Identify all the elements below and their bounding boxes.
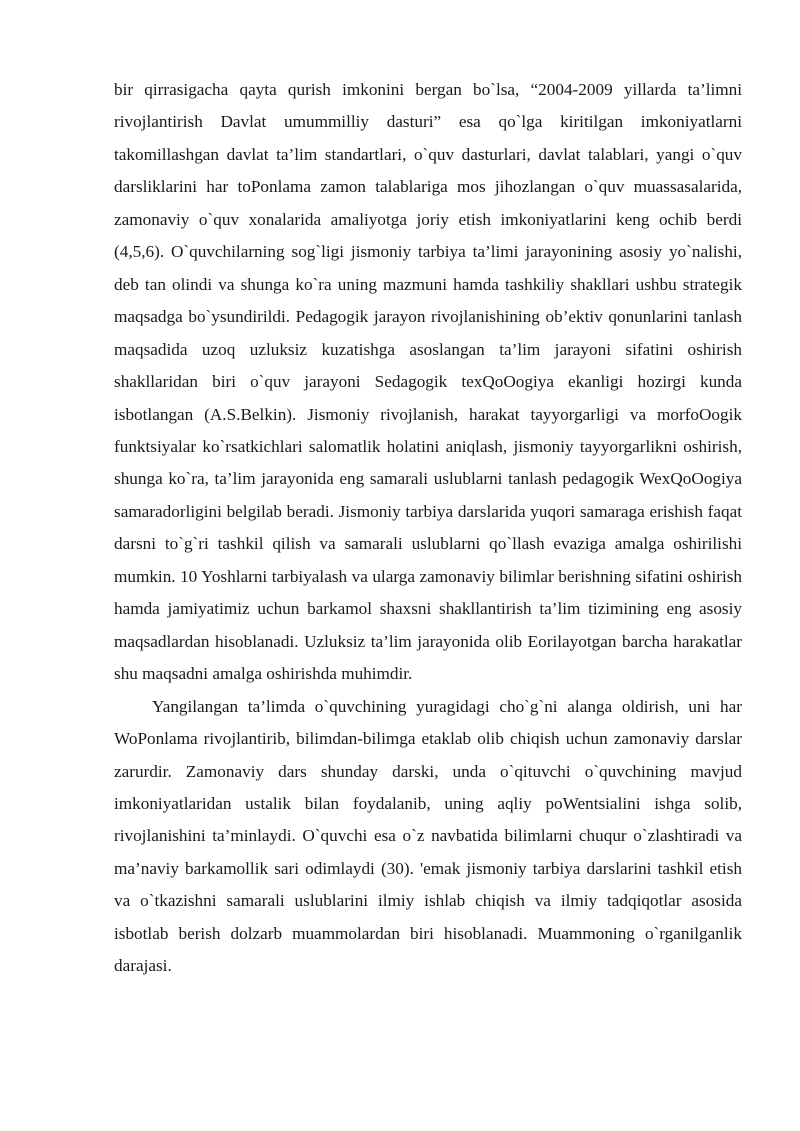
- paragraph-1: bir qirrasigacha qayta qurish imkonini bergan bo`lsa, “2004-2009 yillarda ta’limni rivojlantirish Davlat umummilliy dasturi” esa qo`lga kiritilgan imkoniyatlarni takomillashgan davlat ta’lim standartlari, o`quv dasturlari, davlat talablari, yangi o`quv darsliklarini har toPonlama zamon talablariga mos jihozlangan o`quv muassasalarida, zamonaviy o`quv xonalarida amaliyotga joriy etish imkoniyatlarini keng ochib berdi (4,5,6). O`quvchilarning sog`ligi jismoniy tarbiya ta’limi jarayonining asosiy yo`nalishi, deb tan olindi va shunga ko`ra uning mazmuni hamda tashkiliy shakllari ushbu strategik maqsadga bo`ysundirildi. Pedagogik jarayon rivojlanishining ob’ektiv qonunlarini tanlash maqsadida uzoq uzluksiz kuzatishga asoslangan ta’lim jarayoni sifatini oshirish shakllaridan biri o`quv jarayoni Sedagogik texQoOogiya ekanligi hozirgi kunda isbotlangan (A.S.Belkin). Jismoniy rivojlanish, harakat tayyorgarligi va morfoOogik funktsiyalar ko`rsatkichlari salomatlik holatini aniqlash, jismoniy tayyorgarlikni oshirish, shunga ko`ra, ta’lim jarayonida eng samarali uslublarni tanlash pedagogik WexQoOogiya samaradorligini belgilab beradi. Jismoniy tarbiya darslarida yuqori samaraga erishish faqat darsni to`g`ri tashkil qilish va samarali uslublarni qo`llash evaziga amalga oshirilishi mumkin. 10 Yoshlarni tarbiyalash va ularga zamonaviy bilimlar berishning sifatini oshirish hamda jamiyatimiz uchun barkamol shaxsni shakllantirish ta’lim tizimining eng asosiy maqsadlardan hisoblanadi. Uzluksiz ta’lim jarayonida olib Eorilayotgan barcha harakatlar shu maqsadni amalga oshirishda muhimdir.: [114, 80, 742, 684]
- paragraph-2: Yangilangan ta’limda o`quvchining yuragidagi cho`g`ni alanga oldirish, uni har WoPonlama rivojlantirib, bilimdan-bilimga etaklab olib chiqish uchun zamonaviy darslar zarurdir. Zamonaviy dars shunday darski, unda o`qituvchi o`quvchining mavjud imkoniyatlaridan ustalik bilan foydalanib, uning aqliy poWentsialini ishga solib, rivojlanishini ta’minlaydi. O`quvchi esa o`z navbatida bilimlarni chuqur o`zlashtiradi va ma’naviy barkamollik sari odimlaydi (30). 'emak jismoniy tarbiya darslarini tashkil etish va o`tkazishni samarali uslublarini ilmiy ishlab chiqish va ilmiy tadqiqotlar asosida isbotlab berish dolzarb muammolardan biri hisoblanadi. Muammoning o`rganilganlik darajasi.: [114, 696, 742, 976]
- body-text: [114, 74, 742, 983]
